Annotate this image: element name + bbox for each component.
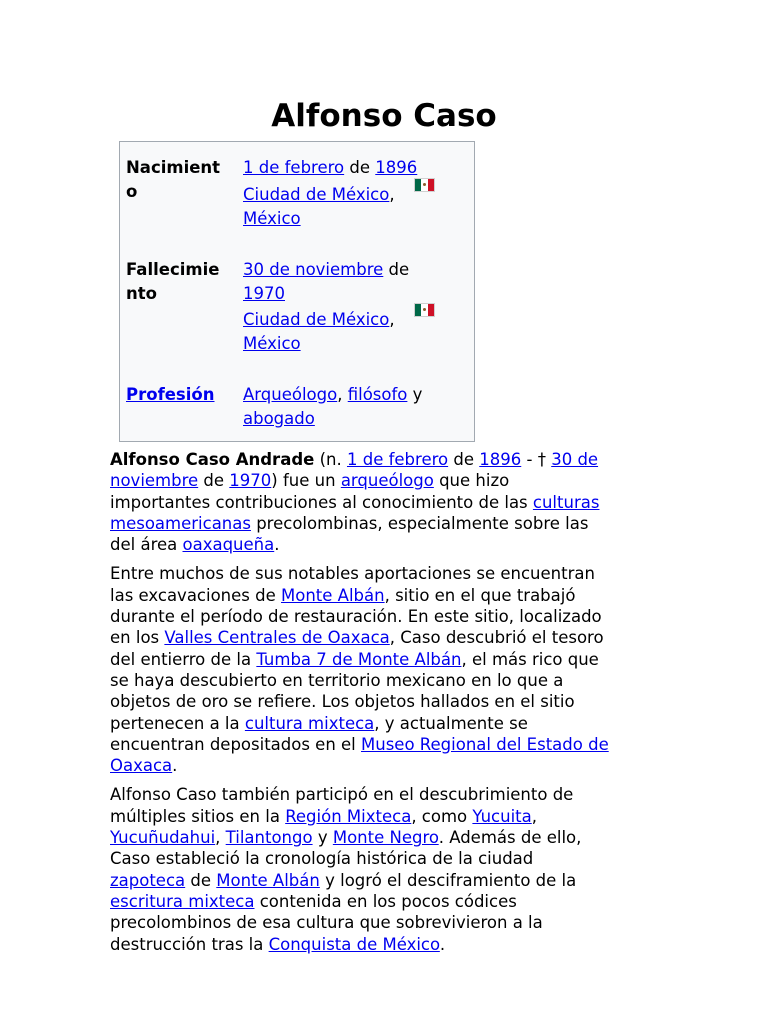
- profession-label: [126, 383, 234, 407]
- text-segment: destrucción tras la: [110, 934, 269, 954]
- article-body: [110, 449, 670, 963]
- text-segment: y logró el desciframiento de la: [319, 870, 577, 890]
- birth-label-line: Nacimient: [126, 158, 221, 177]
- paragraph-line: [110, 691, 670, 712]
- paragraph-line: [110, 784, 670, 805]
- text-segment: pertenecen a la: [110, 713, 245, 733]
- text-segment: ) fue un: [271, 471, 341, 491]
- paragraph-line: [110, 670, 670, 691]
- page-title: Alfonso Caso: [271, 98, 497, 134]
- paragraph-line: [110, 734, 670, 755]
- paragraph-line: [110, 606, 670, 627]
- text-segment: .: [274, 535, 280, 555]
- profession-link-philosopher[interactable]: filósofo: [347, 385, 408, 404]
- article-link[interactable]: escritura mixteca: [110, 891, 255, 911]
- death-place-sep: ,: [389, 310, 395, 329]
- death-date-de: de: [383, 260, 410, 279]
- article-link[interactable]: Valles Centrales de Oaxaca: [164, 628, 390, 648]
- birth-date-de: de: [344, 158, 376, 177]
- death-label-line: Fallecimie: [126, 260, 220, 279]
- text-segment: del área: [110, 535, 183, 555]
- article-link[interactable]: oaxaqueña: [182, 535, 275, 555]
- article-link[interactable]: Monte Albán: [281, 585, 385, 605]
- paragraph-line: [110, 492, 670, 513]
- birth-place: [243, 183, 443, 231]
- text-segment: de: [448, 450, 480, 469]
- text-segment: , Caso descubrió el tesoro: [389, 628, 604, 648]
- paragraph-line: [110, 449, 670, 470]
- text-segment: . Además de ello,: [438, 828, 582, 848]
- text-segment: de: [185, 870, 217, 890]
- article-link[interactable]: mesoamericanas: [110, 513, 251, 533]
- text-segment: precolombinas, especialmente sobre las: [250, 513, 589, 533]
- text-segment: del entierro de la: [110, 649, 257, 669]
- article-link[interactable]: Tilantongo: [225, 828, 313, 848]
- profession-link-archaeologist[interactable]: Arqueólogo: [243, 385, 338, 404]
- text-segment: que hizo: [433, 471, 510, 491]
- article-paragraph: [110, 784, 670, 954]
- infobox: [119, 141, 475, 442]
- mexico-flag-icon[interactable]: [415, 304, 434, 316]
- death-place: [243, 308, 443, 356]
- text-segment: , el más rico que: [461, 649, 599, 669]
- paragraph-line: [110, 585, 670, 606]
- article-link[interactable]: Yucuñudahui: [110, 828, 216, 848]
- article-link[interactable]: Tumba 7 de Monte Albán: [256, 649, 462, 669]
- text-segment: importantes contribuciones al conocimiento de las: [110, 492, 533, 512]
- paragraph-line: [110, 534, 670, 555]
- text-segment: múltiples sitios en la: [110, 806, 286, 826]
- text-segment: .: [172, 756, 178, 776]
- text-segment: (n.: [314, 450, 347, 469]
- text-segment: - †: [521, 450, 552, 469]
- text-segment: precolombinos de esa cultura que sobrevivieron a la: [110, 913, 543, 933]
- text-segment: Alfonso Caso también participó en el descubrimiento de: [110, 785, 574, 805]
- text-segment: objetos de oro se refiere. Los objetos hallados en el sitio: [110, 692, 575, 712]
- text-segment: .: [439, 934, 446, 954]
- text-segment: , como: [411, 806, 473, 826]
- paragraph-line: [110, 755, 670, 776]
- death-year-link[interactable]: 1970: [243, 284, 285, 303]
- article-link[interactable]: Región Mixteca: [285, 806, 412, 826]
- article-link[interactable]: cultura mixteca: [244, 713, 375, 733]
- birth-country-link[interactable]: México: [243, 209, 301, 228]
- paragraph-line: [110, 891, 670, 912]
- article-link[interactable]: arqueólogo: [340, 471, 434, 491]
- article-link[interactable]: 1970: [229, 471, 272, 491]
- death-label: [126, 258, 234, 306]
- profession-link-lawyer[interactable]: abogado: [243, 409, 315, 428]
- paragraph-line: [110, 513, 670, 534]
- article-paragraph: [110, 449, 670, 555]
- text-segment: Entre muchos de sus notables aportaciones se encuentran: [110, 564, 595, 584]
- paragraph-line: [110, 713, 670, 734]
- text-segment: ,: [531, 806, 537, 826]
- birth-date-link[interactable]: 1 de febrero: [243, 158, 345, 177]
- death-country-link[interactable]: México: [243, 334, 301, 353]
- text-segment: ,: [215, 828, 226, 848]
- text-segment: las excavaciones de: [110, 585, 282, 605]
- paragraph-line: [110, 827, 670, 848]
- birth-label-line: o: [126, 182, 138, 201]
- paragraph-line: [110, 934, 670, 955]
- article-link[interactable]: Monte Negro: [332, 828, 439, 848]
- paragraph-line: [110, 870, 670, 891]
- article-link[interactable]: Yucuita: [472, 806, 532, 826]
- birth-date: [243, 156, 443, 180]
- birth-year-link[interactable]: 1896: [375, 158, 418, 177]
- article-link[interactable]: Conquista de México: [268, 934, 440, 954]
- birth-place-sep: ,: [389, 185, 395, 204]
- subject-name: Alfonso Caso Andrade: [110, 450, 315, 469]
- text-segment: encuentran depositados en el: [110, 734, 362, 754]
- article-link[interactable]: Museo Regional del Estado de: [361, 734, 609, 754]
- text-segment: en los: [110, 628, 165, 648]
- article-link[interactable]: zapoteca: [110, 870, 186, 890]
- text-segment: de: [198, 471, 230, 491]
- death-city-link[interactable]: Ciudad de México: [243, 310, 390, 329]
- text-segment: se haya descubierto en territorio mexicano en lo que a: [110, 670, 564, 690]
- article-link[interactable]: 1896: [479, 450, 522, 469]
- paragraph-line: [110, 563, 670, 584]
- text-segment: , sitio en el que trabajó: [384, 585, 576, 605]
- paragraph-line: [110, 912, 670, 933]
- profession-value: [243, 383, 443, 431]
- paragraph-line: [110, 848, 670, 869]
- death-label-line: nto: [126, 284, 157, 303]
- article-link[interactable]: 30 de: [551, 450, 599, 469]
- mexico-flag-icon[interactable]: [415, 179, 434, 191]
- article-link[interactable]: noviembre: [110, 471, 199, 491]
- profession-label-link[interactable]: Profesión: [126, 385, 215, 404]
- profession-sep: ,: [337, 385, 348, 404]
- paragraph-line: [110, 649, 670, 670]
- paragraph-line: [110, 470, 670, 491]
- death-date-link[interactable]: 30 de noviembre: [243, 260, 384, 279]
- death-date: [243, 258, 443, 306]
- birth-city-link[interactable]: Ciudad de México: [243, 185, 390, 204]
- text-segment: contenida en los pocos códices: [254, 891, 517, 911]
- paragraph-line: [110, 627, 670, 648]
- text-segment: durante el período de restauración. En este sitio, localizado: [110, 607, 602, 627]
- profession-sep: y: [407, 385, 423, 404]
- article-link[interactable]: Oaxaca: [110, 756, 173, 776]
- article-link[interactable]: culturas: [532, 492, 600, 512]
- text-segment: , y actualmente se: [374, 713, 528, 733]
- birth-label: [126, 156, 234, 204]
- article-paragraph: [110, 563, 670, 776]
- article-link[interactable]: Monte Albán: [216, 870, 320, 890]
- text-segment: y: [312, 828, 333, 848]
- paragraph-line: [110, 806, 670, 827]
- text-segment: Caso estableció la cronología histórica de la ciudad: [110, 849, 534, 869]
- article-link[interactable]: 1 de febrero: [346, 450, 449, 469]
